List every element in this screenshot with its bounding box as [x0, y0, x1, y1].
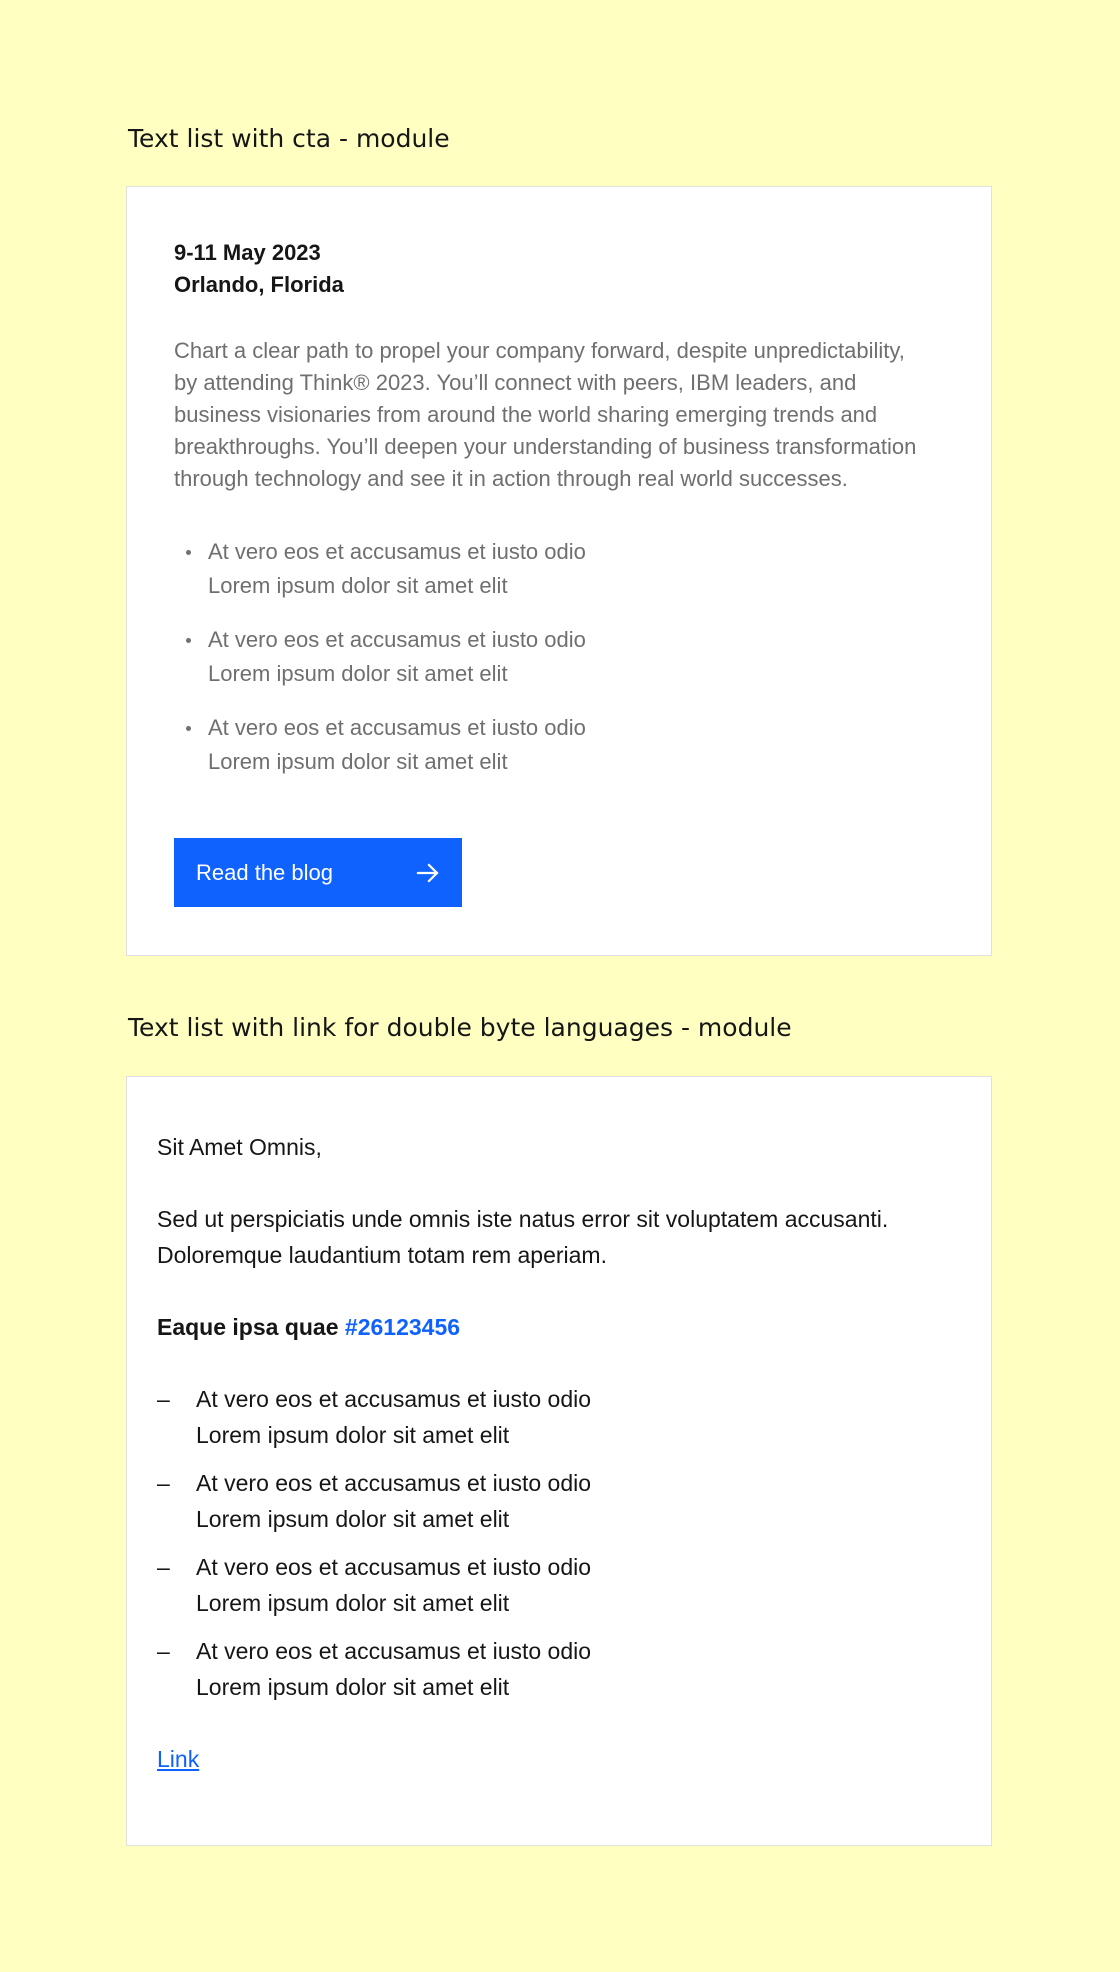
event-location: Orlando, Florida — [174, 272, 344, 297]
list-item-line: At vero eos et accusamus et iusto odio — [196, 1386, 592, 1412]
intro-paragraph: Chart a clear path to propel your company forward, despite unpredictability, by attending Think® 2023. You’ll connect with peers, IBM leaders, and business visionaries from around the world sharing emerging trends and breakthroughs. You’ll deepen your understanding of business transformation through technology and see it in action through real world successes. — [174, 338, 917, 491]
greeting: Sit Amet Omnis, — [157, 1134, 322, 1160]
text-list-cta-card — [126, 186, 992, 956]
reference-line — [157, 1309, 957, 1345]
list-item-line: Lorem ipsum dolor sit amet elit — [208, 661, 508, 686]
list-item — [157, 1465, 957, 1537]
list-item-line: At vero eos et accusamus et iusto odio — [196, 1638, 592, 1664]
link[interactable]: Link — [157, 1746, 200, 1772]
card-content — [174, 237, 934, 799]
list-item-line: Lorem ipsum dolor sit amet elit — [196, 1422, 510, 1448]
dash-marker: – — [157, 1470, 170, 1496]
list-item-line: At vero eos et accusamus et iusto odio — [196, 1554, 592, 1580]
cta-label: Read the blog — [196, 859, 333, 885]
list-item-line: Lorem ipsum dolor sit amet elit — [196, 1674, 510, 1700]
body-paragraph: Sed ut perspiciatis unde omnis iste natus error sit voluptatem accusanti. Doloremque laudantium totam rem aperiam. — [157, 1206, 889, 1268]
list-item-line: Lorem ipsum dolor sit amet elit — [196, 1506, 510, 1532]
section-title-cta-module: Text list with cta - module — [128, 124, 450, 153]
list-item-line: At vero eos et accusamus et iusto odio — [208, 715, 586, 740]
event-date: 9-11 May 2023 — [174, 240, 321, 265]
section-title-double-byte-module: Text list with link for double byte languages - module — [128, 1013, 792, 1042]
dash-list — [157, 1381, 957, 1705]
list-item — [157, 1633, 957, 1705]
list-item-line: At vero eos et accusamus et iusto odio — [208, 539, 586, 564]
text-list-link-card — [126, 1076, 992, 1846]
list-item-line: At vero eos et accusamus et iusto odio — [196, 1470, 592, 1496]
list-item — [174, 623, 934, 691]
list-item-line: Lorem ipsum dolor sit amet elit — [208, 573, 508, 598]
bullet-dot-icon — [186, 726, 191, 731]
card-content — [157, 1129, 957, 1777]
list-item — [157, 1381, 957, 1453]
list-item — [174, 535, 934, 603]
bullet-dot-icon — [186, 638, 191, 643]
bullet-list — [174, 535, 934, 779]
list-item-line: Lorem ipsum dolor sit amet elit — [196, 1590, 510, 1616]
arrow-right-icon — [416, 862, 440, 884]
list-item — [174, 711, 934, 779]
list-item-line: At vero eos et accusamus et iusto odio — [208, 627, 586, 652]
list-item-line: Lorem ipsum dolor sit amet elit — [208, 749, 508, 774]
dash-marker: – — [157, 1638, 170, 1664]
read-blog-button[interactable] — [174, 838, 462, 907]
dash-marker: – — [157, 1386, 170, 1412]
reference-number-link[interactable]: #26123456 — [344, 1314, 461, 1340]
list-item — [157, 1549, 957, 1621]
dash-marker: – — [157, 1554, 170, 1580]
bullet-dot-icon — [186, 550, 191, 555]
reference-label: Eaque ipsa quae — [157, 1314, 339, 1340]
